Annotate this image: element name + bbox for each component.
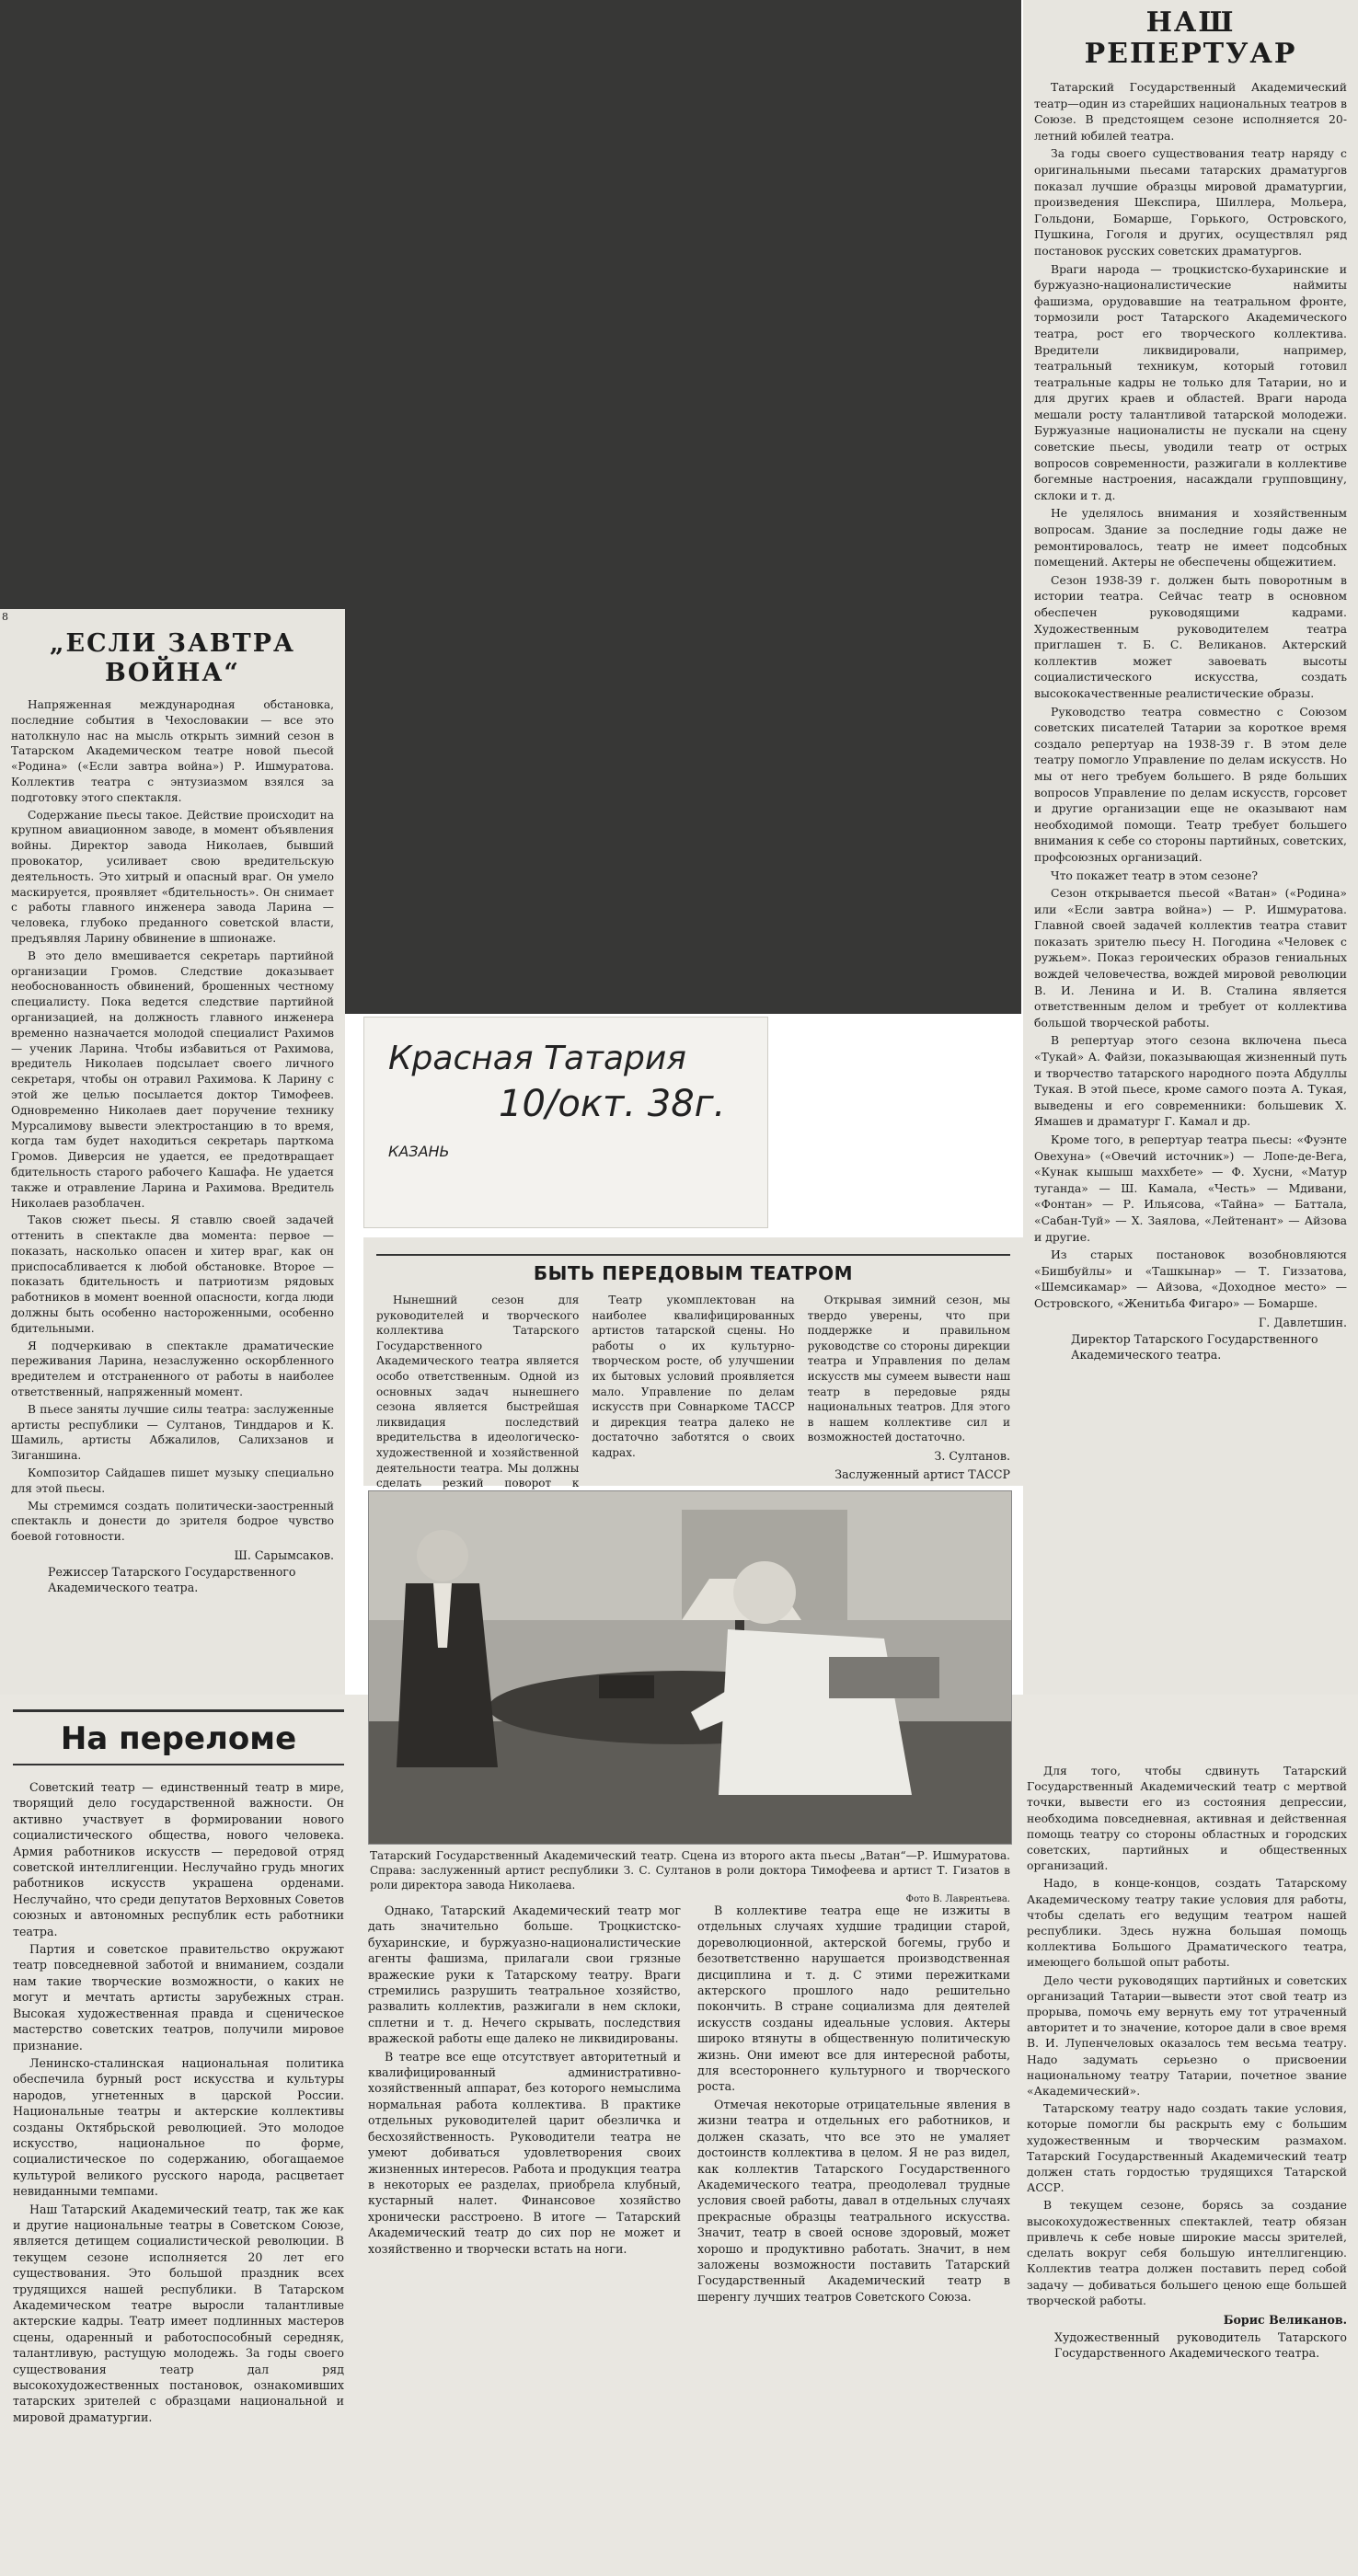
- turning-point-title-box: [13, 1709, 344, 1771]
- turning-point-title: На переломе: [60, 1720, 297, 1757]
- tomorrow-title: [11, 629, 334, 688]
- paragraph: Руководство театра совместно с Союзом советских писателей Татарии за короткое время создало репертуар на 1938-39 г. В этом деле театру помогло Управление по делам искусств. Но мы от него требуем большего. В ряде больших вопросов Управление по делам искусств, горсовет и другие организации еще не оказывают нам необходимой помощи. Театр требует большего внимания к себе со стороны партийных, советских, профсоюзных организаций.: [1034, 704, 1347, 864]
- leading-signature: З. Султанов.: [934, 1448, 1010, 1463]
- paragraph: Не уделялось внимания и хозяйственным вопросам. Здание за последние годы даже не ремонтировалось, театр не имеет подсобных помещений. Актеры не обеспечены общежитием.: [1034, 506, 1347, 569]
- paragraph: Я подчеркиваю в спектакле драматические переживания Ларина, незаслуженно оскорбленного вредителем и отстраненного от работы в наиболее ответственный, напряженный момент.: [11, 1339, 334, 1399]
- turning-point-signature-title: Художественный руководитель Татарского Государственного Академического театра.: [1054, 2330, 1347, 2361]
- paragraph: Нынешний сезон для руководителей и творческого коллектива Татарского Государственного Академического театра является особо ответственным. Одной из основных задач нынешнего сезона является быстрейшая ликвидация последствий вредительства в идеологическо-художественной и хозяйственной деятельности театра. Мы должны сделать резкий поворот к: [376, 1294, 580, 1490]
- paragraph: Открывая зимний сезон, мы твердо уверены, что при поддержке и правильном руководстве со стороны дирекции театра и Управления по делам искусств мы сумеем вывести наш театр в передовые ряды национальных театров. Для этого в нашем коллективе сил и возможностей достаточно.: [807, 1294, 1010, 1444]
- title-rule: [376, 1254, 1010, 1256]
- note-newspaper-name: Красная Татария: [388, 1040, 686, 1077]
- paragraph: Наш Татарский Академический театр, так же как и другие национальные театры в Советском Союзе, является детищем социалистической революции. В текущем сезоне исполняется 20 лет его существования. Это большой праздник всех трудящихся нашей республики. В Татарском Академическом театре выросли талантливые актерские кадры. Театр имеет подлинных мастеров сцены, одаренный и работоспособный середняк, талантливую, растущую молодежь. За годы своего существования театр дал ряд высокохудожественных постановок, ознакомивших татарских зрителей с образцами национальной и мировой драматургии.: [13, 2202, 344, 2424]
- paragraph: Композитор Сайдашев пишет музыку специально для этой пьесы.: [11, 1466, 334, 1495]
- paragraph: Напряженная международная обстановка, последние события в Чехословакии — все это натолкнуло нас на мысль открыть зимний сезон в Татарском Академическом театре новой пьесой «Родина» («Если завтра война») Р. Ишмуратова. Коллектив театра с энтузиазмом взялся за подготовку этого спектакля.: [11, 698, 334, 804]
- paragraph: Сезон 1938-39 г. должен быть поворотным в истории театра. Сейчас театр в основном обеспечен руководящими кадрами. Художественным руководителем театра приглашен т. Б. С. Великанов. Актерский коллектив может завоевать высоты социалистического искусства, создать высококачественные реалистические образы.: [1034, 572, 1347, 700]
- paragraph: В коллективе театра еще не изжиты в отдельных случаях худшие традиции старой, дореволюционной, актерской богемы, грубо и безответственно нарушается производственная дисциплина и т. д. С этими пережитками актерского прошлого надо решительно покончить. В стране социализма для деятелей искусств созданы идеальные условия. Актеры широко втянуты в общественную политическую жизнь. Они имеют все для интересной работы, для всестороннего культурного и творческого роста.: [697, 1903, 1010, 2094]
- tomorrow-signature-title: Режиссер Татарского Государственного Академического театра.: [48, 1565, 296, 1595]
- paragraph: Советский театр — единственный театр в мире, творящий дело государственной важности. Он активно участвует в формировании нового социалистического общества, нового человека. Армия работников искусств — передовой отряд советской интеллигенции. Неслучайно грудь многих работников искусств украшена орденами. Неслучайно, что среди депутатов Верховных Советов союзных и автономных республик есть работники театра.: [13, 1780, 344, 1938]
- paragraph: Таков сюжет пьесы. Я ставлю своей задачей оттенить в спектакле два момента: первое — показать, насколько опасен и хитер враг, как он приспосабливается к любой обстановке. Второе — показать бдительность и патриотизм рядовых работников в момент военной опасности, когда люди должны быть особенно настороженными, особенно бдительными.: [11, 1213, 334, 1335]
- background-dark-mid: [345, 609, 1021, 1014]
- paragraph: Содержание пьесы такое. Действие происходит на крупном авиационном заводе, в момент объявления войны. Директор завода Николаев, бывший провокатор, усиливает свою вредительскую деятельность. Это хитрый и опасный враг. Он умело маскируется, проявляет «бдительность». Он снимает с работы главного инженера завода Ларина — человека, глубоко преданного советской власти, предъявляя Ларину обвинение в шпионаже.: [11, 808, 334, 945]
- paragraph: Мы стремимся создать политически-заостренный спектакль и донести до зрителя бодрое чувство боевой готовности.: [11, 1499, 334, 1544]
- photo-caption-text: Татарский Государственный Академический театр. Сцена из второго акта пьесы „Ватан“—Р. Ишмуратова. Справа: заслуженный артист республики З. С. Султанов в роли доктора Тимофеева и артист Т. Гизатов в роли директора завода Николаева.: [370, 1849, 1010, 1892]
- repertoire-title-line1: НАШ: [1145, 6, 1236, 39]
- title-rule: [13, 1764, 344, 1765]
- leading-signature-title: Заслуженный артист ТАССР: [834, 1466, 1010, 1481]
- repertoire-body: [1034, 79, 1347, 1312]
- turning-point-signature: Борис Великанов.: [1223, 2312, 1347, 2327]
- leading-body: [376, 1293, 1010, 1524]
- paragraph: Ленинско-сталинская национальная политика обеспечила бурный рост искусства и культуры народов, угнетенных в царской России. Национальные театры и актерские коллективы созданы Октябрьской революцией. Это молодое искусство, национальное по форме, социалистическое по содержанию, обогащаемое культурой великого русского народа, расцветает невиданными темпами.: [13, 2055, 344, 2199]
- paragraph: Партия и советское правительство окружают театр повседневной заботой и вниманием, создали нам такие творческие возможности, о каких не могут и мечтать артисты зарубежных стран. Высокая художественная правда и сценическое мастерство советских театров, получили мировое признание.: [13, 1942, 344, 2053]
- paragraph: В театре все еще отсутствует авторитетный и квалифицированный административно-хозяйственный аппарат, без которого немыслима нормальная работа коллектива. В практике отдельных руководителей царит обезличка и бесхозяйственность. Руководители театра не умеют добиваться удовлетворения своих жизненных интересов. Работа и продукция театра в некоторых ее разделах, приобрела клубный, кустарный налет. Финансовое хозяйство хронически расстроено. В итоге — Татарский Академический театр до сих пор не может и хозяйственно и творчески встать на ноги.: [368, 2049, 681, 2256]
- turning-point-col1: [13, 1779, 344, 2427]
- paragraph: Татарский Государственный Академический театр—один из старейших национальных театров в Союзе. В предстоящем сезоне исполняется 20-летний юбилей театра.: [1034, 80, 1347, 143]
- repertoire-signature-title: Директор Татарского Государственного Академического театра.: [1071, 1331, 1318, 1362]
- paragraph: Дело чести руководящих партийных и советских организаций Татарии—вывести этот свой театр из прорыва, помочь ему вернуть ему тот утраченный авторитет и то значение, которое дали в свое время В. И. Лупенчеловых оказалось тем весьма театру. Надо задумать серьезно о присвоении национальному театру Татарии, почетное звание «Академический».: [1027, 1972, 1347, 2099]
- tomorrow-body: [11, 697, 334, 1545]
- turning-point-col4: [1027, 1763, 1347, 2363]
- paragraph: Однако, Татарский Академический театр мог дать значительно больше. Троцкистско-бухаринские, и буржуазно-националистические агенты фашизма, прилагали свои грязные вражеские руки к Татарскому театру. Враги стремились разрушить театральное хозяйство, развалить коллектив, разжигали в нем склоки, сплетни и т. д. Нечего скрывать, последствия вражеской работы еще далеко не ликвидированы.: [368, 1903, 681, 2046]
- note-date: 10/окт. 38г.: [499, 1083, 726, 1125]
- paragraph: Театр укомплектован на наиболее квалифицированных артистов татарской сцены. Но работы о их культурно-творческом росте, об улучшении их бытовых условий проявляется мало. Управление по делам искусств при Совнаркоме ТАССР и дирекция театра далеко не достаточно заботятся о своих кадрах.: [592, 1294, 795, 1459]
- paragraph: За годы своего существования театр наряду с оригинальными пьесами татарских драматургов показал лучшие образцы мировой драматургии, произведения Шекспира, Шиллера, Мольера, Гольдони, Бомарше, Горького, Островского, Пушкина, Гоголя и других, осуществлял ряд постановок русских советских драматургов.: [1034, 146, 1347, 258]
- paragraph: В текущем сезоне, борясь за создание высокохудожественных спектаклей, театр обязан привлечь к себе новые широкие массы зрителей, сделать вокруг себя большую интеллигенцию. Коллектив театра должен поставить перед собой задачу — добиваться большего ценою еще большей творческой работы.: [1027, 2198, 1347, 2307]
- tomorrow-article: [0, 609, 345, 1695]
- handwritten-note: [363, 1017, 768, 1228]
- leading-article: [363, 1237, 1023, 1490]
- page-number: 8: [2, 611, 8, 623]
- tomorrow-title-line1: „ЕСЛИ ЗАВТРА: [49, 629, 296, 658]
- turning-point-col3: [697, 1903, 1010, 2306]
- paragraph: Сезон открывается пьесой «Ватан» («Родина» или «Если завтра война») — Р. Ишмуратова. Главной своей задачей коллектив театра ставит показать зрителю пьесу Н. Погодина «Человек с ружьем». Показ героических образов гениальных вождей человечества, вождей мировой революции В. И. Ленина и И. В. Сталина является ответственным делом и требует от коллектива большой творческой работы.: [1034, 886, 1347, 1029]
- paragraph: В это дело вмешивается секретарь партийной организации Громов. Следствие доказывает необоснованность обвинений, брошенных честному специалисту. Пока ведется следствие партийной организацией, на должность главного инженера временно назначается молодой специалист Рахимов — ученик Ларина. Чтобы избавиться от Рахимова, вредитель Николаев подсылает своего личного секретаря, чтобы он отравил Рахимова. К Ларину с этой же целью посылается доктор Тимофеев. Одновременно Николаев дает поручение технику Мурсалимову вывести электростанцию в то время, когда там будет находиться секретарь парткома Громов. Диверсия не удается, ее предотвращает бдительность старого рабочего Кашафа. Не удается также и отравление Ларина и Рахимова. Вредитель Николаев разоблачен.: [11, 949, 334, 1210]
- paragraph: Для того, чтобы сдвинуть Татарский Государственный Академический театр с мертвой точки, вывести его из состояния депрессии, необходима повседневная, активная и действенная помощь театру со стороны областных и городских советских, партийных и общественных организаций.: [1027, 1764, 1347, 1873]
- paragraph: В репертуар этого сезона включена пьеса «Тукай» А. Файзи, показывающая жизненный путь и творчество татарского народного поэта Абдуллы Тукая. В этой пьесе, кроме самого поэта А. Тукая, выведены и его современники: большевик Х. Ямашев и драматург Г. Камал и др.: [1034, 1033, 1347, 1129]
- tomorrow-title-line2: ВОЙНА“: [105, 659, 240, 687]
- photo-credit: Фото В. Лаврентьева.: [905, 1894, 1010, 1905]
- turning-point-article: [0, 1695, 1358, 2576]
- background-dark-top: [0, 0, 1021, 609]
- note-city: КАЗАНЬ: [388, 1143, 450, 1160]
- leading-title: БЫТЬ ПЕРЕДОВЫМ ТЕАТРОМ: [533, 1262, 854, 1284]
- paragraph: Из старых постановок возобновляются «Бишбуйлы» и «Ташкынар» — Т. Гиззатова, «Шемсикамар» — Айзова, «Доходное место» — Островского, «Женитьба Фигаро» — Бомарше.: [1034, 1248, 1347, 1310]
- repertoire-title: [1034, 7, 1347, 70]
- paragraph: Надо, в конце-концов, создать Татарскому Академическому театру такие условия для работы, чтобы сделать его ведущим театром нашей республики. Здесь нужна большая помощь коллектива Большого Драматического театра, имеющего большой опыт работы.: [1027, 1876, 1347, 1970]
- tomorrow-signature: Ш. Сарымсаков.: [234, 1548, 334, 1563]
- repertoire-title-line2: РЕПЕРТУАР: [1084, 38, 1297, 70]
- paragraph: Татарскому театру надо создать такие условия, которые помогли бы раскрыть ему с большим художественным и творческим размахом. Татарский Государственный Академический театр должен стать гордостью трудящихся Татарской АССР.: [1027, 2101, 1347, 2195]
- paragraph: В пьесе заняты лучшие силы театра: заслуженные артисты республики — Султанов, Тинддаров и К. Шамиль, артисты Абжалилов, Салихзанов и Зиганшина.: [11, 1402, 334, 1463]
- paragraph: Враги народа — троцкистско-бухаринские и буржуазно-националистические наймиты фашизма, орудовавшие на театральном фронте, тормозили рост Татарского Академического театра, рост его творческого коллектива. Вредители ликвидировали, например, театральный техникум, который готовил театральные кадры не только для Татарии, но и для других краев и областей. Враги народа мешали росту талантливой татарской молодежи. Буржуазные националисты не пускали на сцену советские пьесы, уводили театр от острых вопросов современности, разжигали в коллективе богемные настроения, насаждали групповщину, склоки и т. д.: [1034, 261, 1347, 502]
- paragraph: Кроме того, в репертуар театра пьесы: «Фуэнте Овехуна» («Овечий источник») — Лопе-де-Вега, «Кунак кышыш маххбете» — Ф. Хусни, «Матур туганда» — Ш. Камала, «Честь» — Мдивани, «Фонтан» — Р. Ильясова, «Тайна» — Баттала, «Сабан-Туй» — Х. Заялова, «Лейтенант» — Айзова и другие.: [1034, 1133, 1347, 1244]
- repertoire-signature: Г. Давлетшин.: [1258, 1315, 1347, 1329]
- paragraph: Отмечая некоторые отрицательные явления в жизни театра и отдельных его работников, и должен сказать, что все это не умаляет достоинств коллектива в целом. Я не раз видел, как коллектив Татарского Государственного Академического театра, преодолевал трудные условия своей работы, давал в отдельных случаях прекрасные образцы театрального искусства. Значит, театр в своей основе здоровый, может хорошо и продуктивно работать. Значит, в нем заложены возможности поставить Татарский Государственный Академический театр в шеренгу лучших театров Советского Союза.: [697, 2097, 1010, 2304]
- repertoire-article: [1023, 0, 1358, 1755]
- paragraph: Что покажет театр в этом сезоне?: [1051, 868, 1258, 882]
- turning-point-col2: [368, 1903, 681, 2259]
